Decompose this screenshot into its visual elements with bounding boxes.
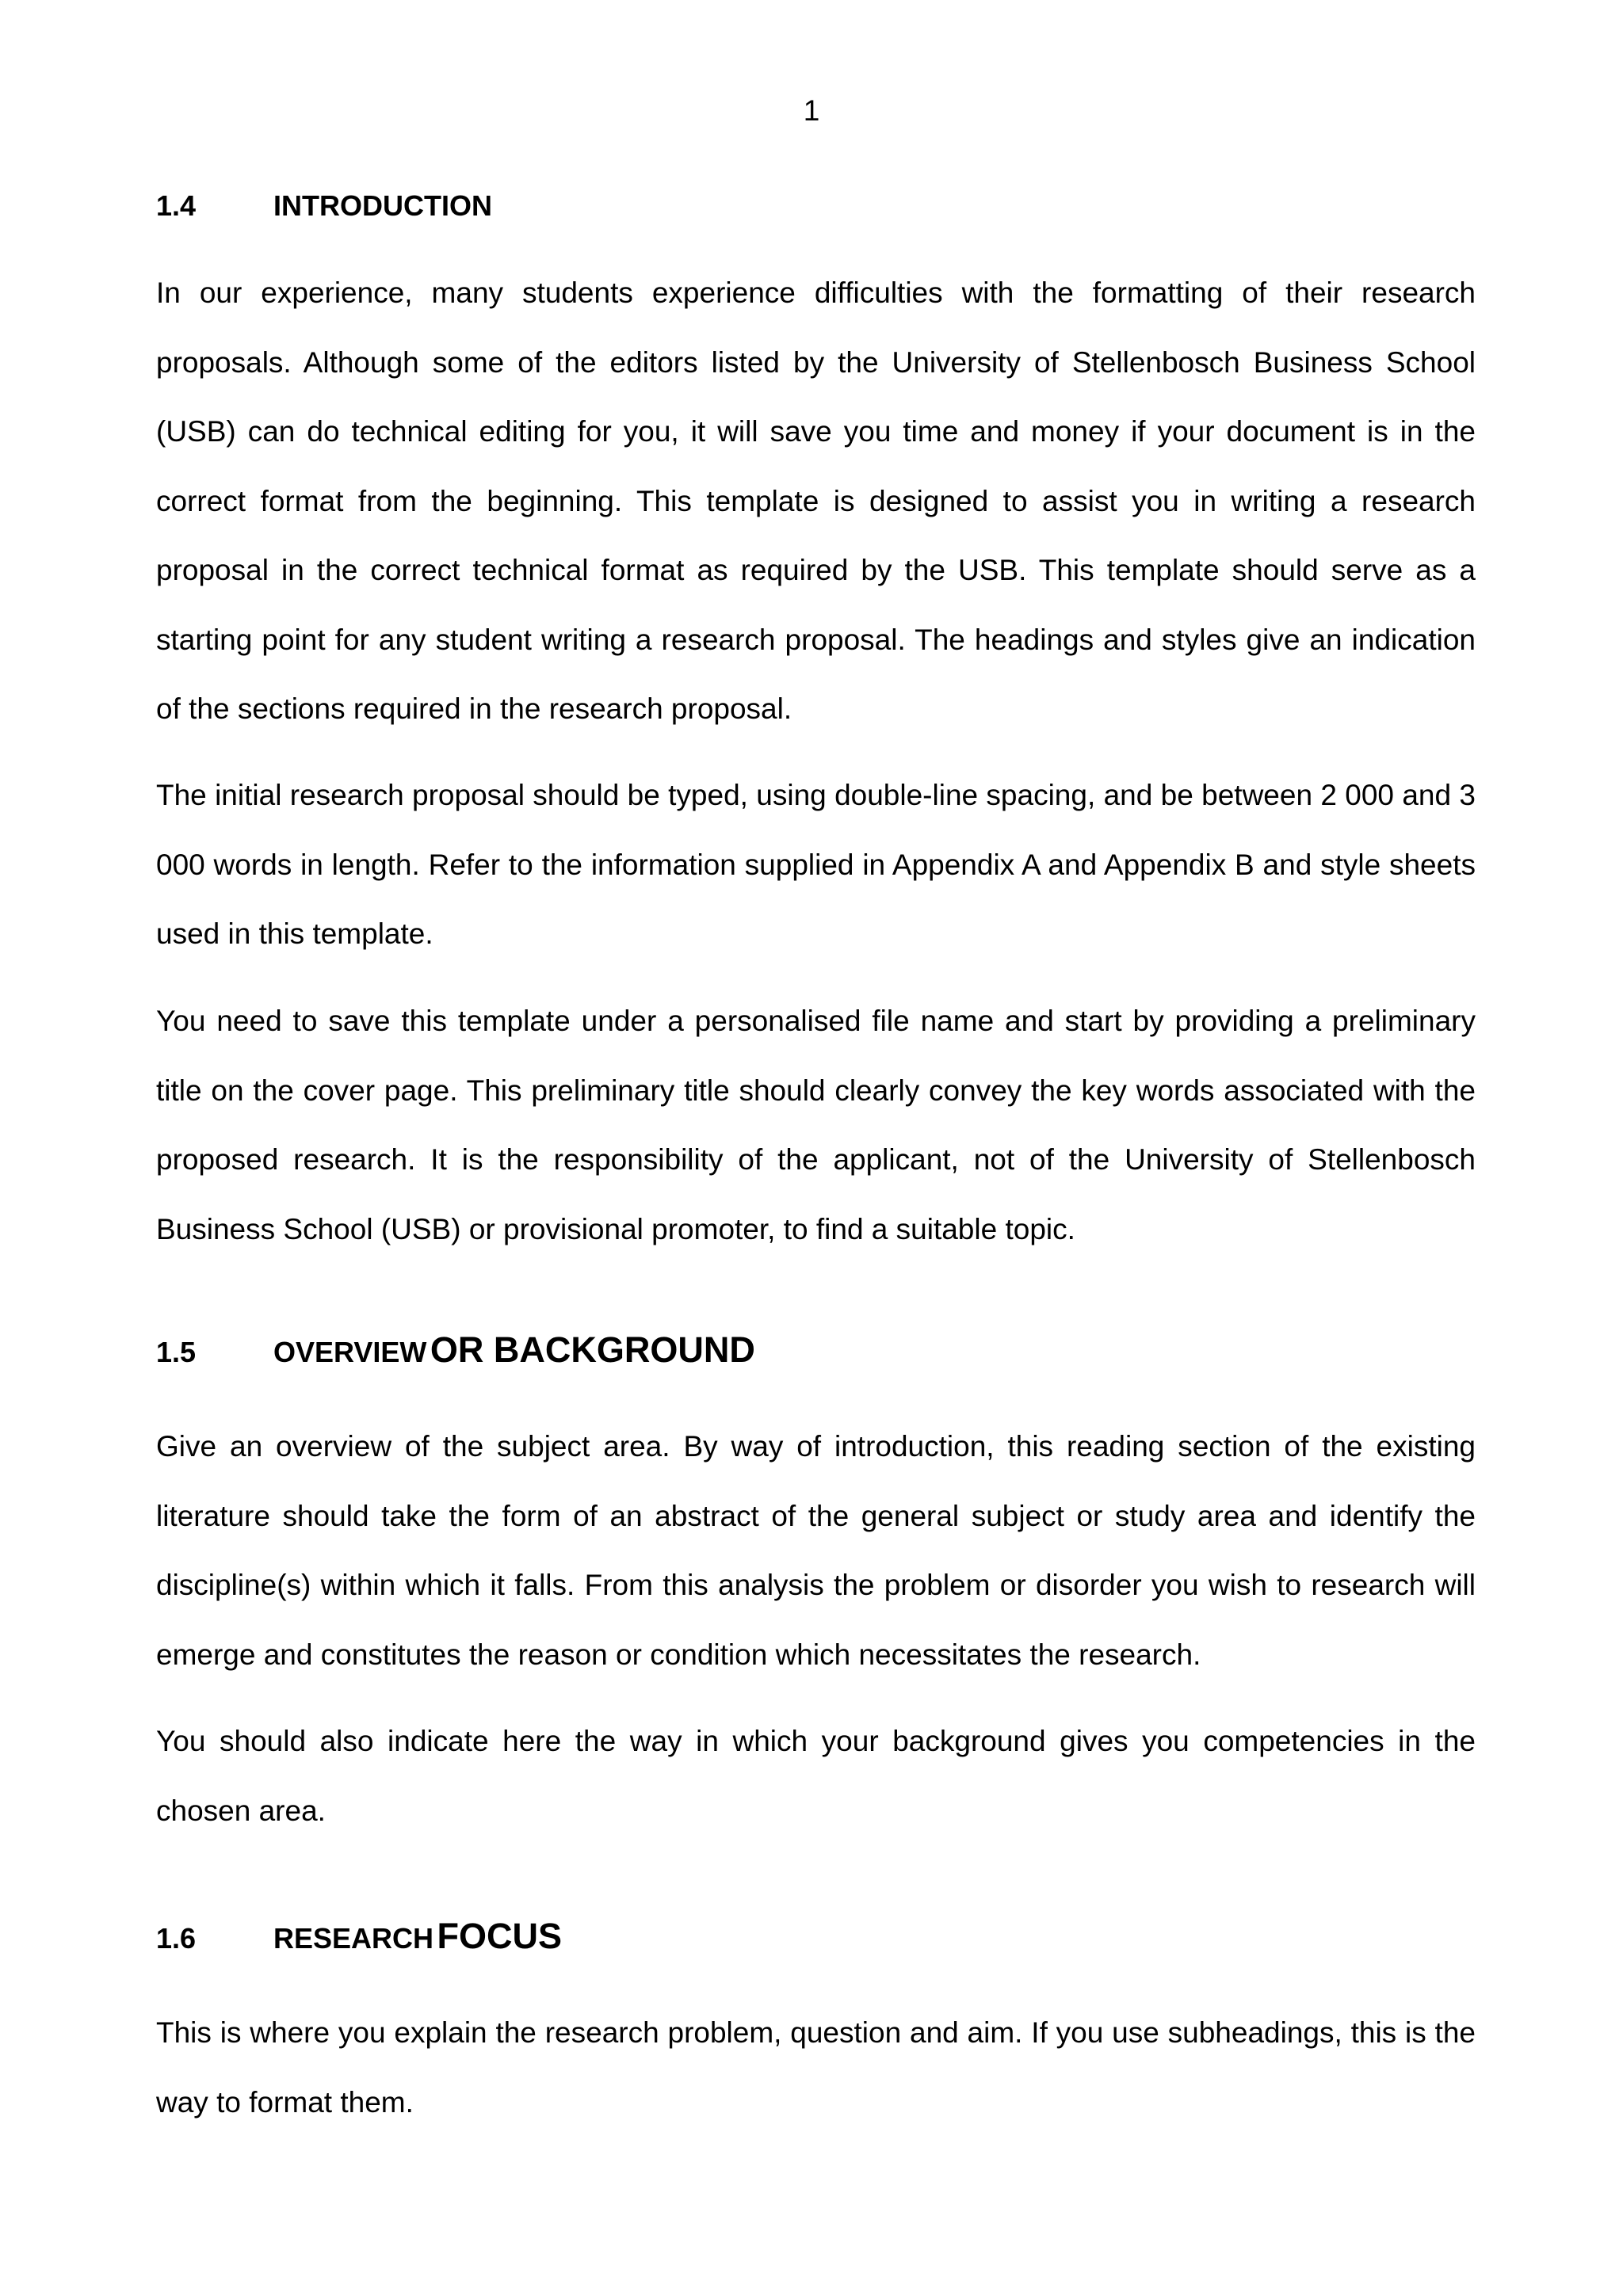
section-number: 1.4 — [156, 189, 197, 222]
body-paragraph: In our experience, many students experience difficulties with the formatting of their research proposals. Although some of the editors listed by the University of Stellenbosch Business School (USB) can do technical editing for you, it will save you time and money if your document is in the correct format from the beginning. This template is designed to assist you in writing a research proposal in the correct technical format as required by the USB. This template should serve as a starting point for any student writing a research proposal. The headings and styles give an indication of the sections required in the research proposal. — [156, 277, 1476, 725]
body-paragraph: The initial research proposal should be typed, using double-line spacing, and be between 2 000 and 3 000 words in length. Refer to the information supplied in Appendix A and Appendix B and style sheets used in this template. — [156, 779, 1476, 950]
section-title-large: OR BACKGROUND — [430, 1329, 755, 1370]
section-number: 1.6 — [156, 1922, 197, 1955]
body-paragraph: You need to save this template under a personalised file name and start by providing a preliminary title on the cover page. This preliminary title should clearly convey the key words associated with the proposed research. It is the responsibility of the applicant, not of the University of Stellenbosch Business School (USB) or provisional promoter, to find a suitable topic. — [156, 1005, 1476, 1245]
section-heading-overview — [156, 1328, 1476, 1381]
body-paragraph: This is where you explain the research problem, question and aim. If you use subheadings, this is the way to format them. — [156, 2016, 1476, 2119]
section-title-large: FOCUS — [437, 1916, 562, 1956]
section-title: INTRODUCTION — [273, 189, 492, 222]
body-paragraph: Give an overview of the subject area. By way of introduction, this reading section of the existing literature should take the form of an abstract of the general subject or study area and identify the discipline(s) within which it falls. From this analysis the problem or disorder you wish to research will emerge and constitutes the reason or condition which necessitates the research. — [156, 1430, 1476, 1671]
section-title-small: OVERVIEW — [273, 1336, 427, 1368]
section-heading-introduction — [156, 187, 1476, 231]
page-number: 1 — [803, 94, 820, 127]
section-heading-research-focus — [156, 1914, 1476, 1967]
body-paragraph: You should also indicate here the way in which your background gives you competencies in the chosen area. — [156, 1725, 1476, 1827]
section-title-small: RESEARCH — [273, 1922, 434, 1955]
section-number: 1.5 — [156, 1336, 197, 1368]
